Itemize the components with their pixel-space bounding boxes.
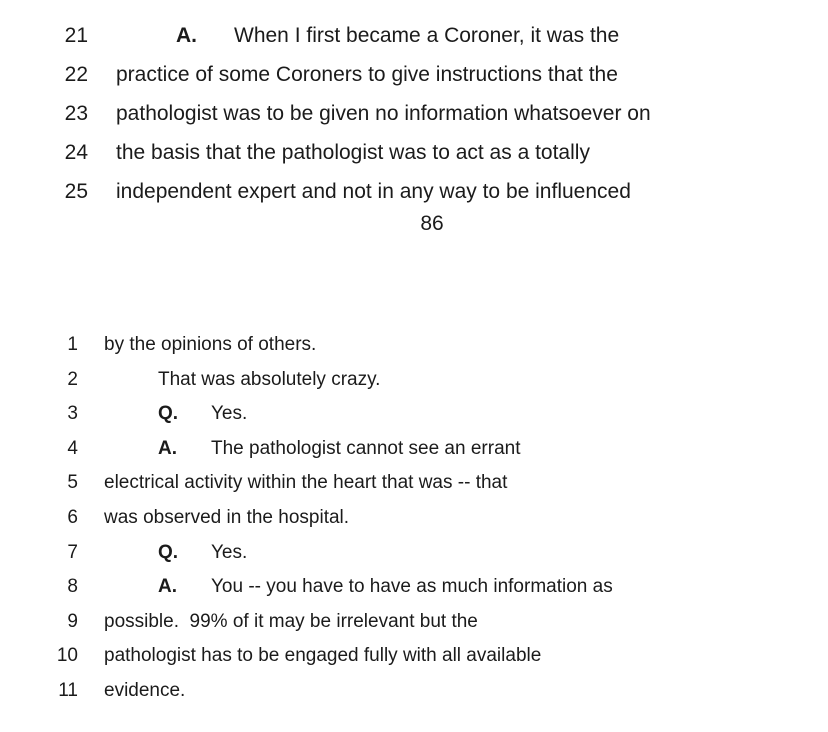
transcript-line [0,432,828,467]
transcript-line [0,466,828,501]
line-content: That was absolutely crazy. [158,368,381,390]
line-text [158,397,247,432]
speaker-label: A. [158,437,177,459]
line-text [176,16,619,55]
line-number: 11 [58,679,78,701]
transcript-line [0,55,828,94]
line-number: 25 [64,180,88,203]
transcript-line [0,328,828,363]
line-number: 7 [67,541,78,563]
transcript-line [0,363,828,398]
line-content: The pathologist cannot see an errant [211,437,521,459]
line-number: 6 [67,506,78,528]
line-content: pathologist was to be given no information whatsoever on [116,102,651,125]
line-number: 21 [64,24,88,47]
line-number: 4 [67,437,78,459]
line-content: practice of some Coroners to give instructions that the [116,63,618,86]
line-content: possible. 99% of it may be irrelevant but the [104,610,478,632]
speaker-label: A. [176,24,197,47]
line-number: 5 [67,472,78,494]
line-content: When I first became a Coroner, it was the [234,24,620,47]
transcript-line [0,133,828,172]
transcript-line [0,501,828,536]
page-number: 86 [420,212,444,235]
line-content: independent expert and not in any way to be influenced [116,180,631,203]
line-text [158,570,613,605]
line-content: electrical activity within the heart that was -- that [104,472,508,494]
speaker-label: Q. [158,403,179,425]
transcript-line [0,536,828,571]
transcript-line [0,397,828,432]
transcript-line [0,674,828,709]
line-number: 23 [64,102,88,125]
transcript-line [0,570,828,605]
line-text [158,536,247,571]
line-number: 1 [67,334,78,355]
speaker-label: Q. [158,541,179,563]
transcript-line [0,94,828,133]
transcript-line [0,16,828,55]
transcript-page-87-start [0,328,828,709]
line-number: 8 [67,576,78,598]
line-content: was observed in the hospital. [104,506,350,528]
transcript-line [0,172,828,211]
line-content: evidence. [104,679,186,701]
line-content: the basis that the pathologist was to act as a totally [116,141,590,164]
line-number: 9 [67,610,78,632]
line-number: 3 [67,403,78,425]
line-number: 10 [56,645,78,667]
speaker-label: A. [158,576,177,598]
line-text [158,432,520,467]
line-number: 22 [64,63,88,86]
line-content: Yes. [211,541,248,563]
line-content: pathologist has to be engaged fully with all available [104,645,542,667]
line-number: 2 [67,368,78,390]
transcript-line [0,639,828,674]
line-number: 24 [64,141,88,164]
transcript-page-86-end [0,16,828,211]
line-content: Yes. [211,403,248,425]
line-content: You -- you have to have as much information as [211,576,613,598]
line-content: by the opinions of others. [104,334,317,355]
transcript-line [0,605,828,640]
